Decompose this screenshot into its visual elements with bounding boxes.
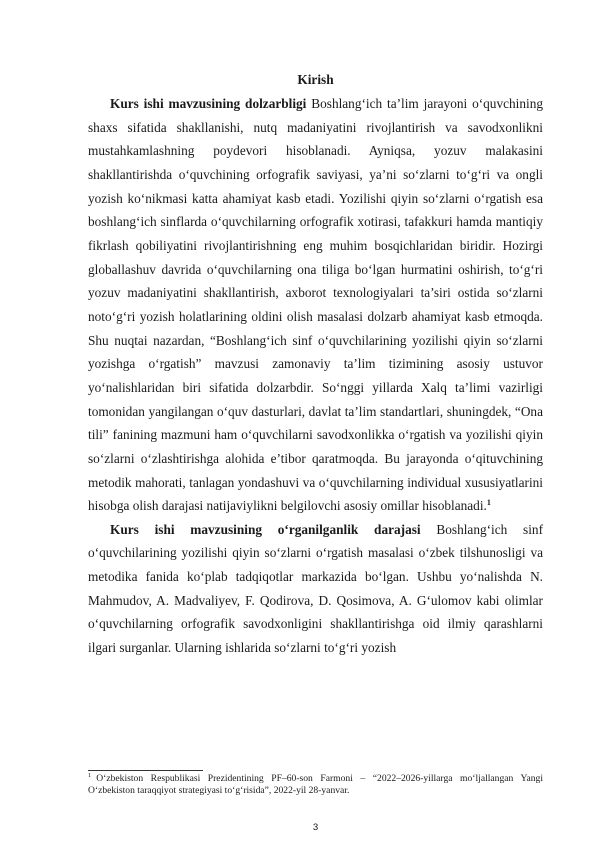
page-number: 3 xyxy=(312,822,319,833)
footnote xyxy=(88,773,543,796)
section-title: Kirish xyxy=(297,72,334,87)
paragraph-text: Boshlang‘ich sinf o‘quvchilarining yozilishi qiyin so‘zlarni o‘rgatish masalasi o‘zbek tilshunosligi va metodika fanida ko‘plab tadqiqotlar markazida bo‘lgan. Ushbu yo‘nalishda N. Mahmudov, A. Madvaliyev, F. Qodirova, D. Qosimova, A. G‘ulomov kabi olimlar o‘quvchilarning orfografik savodxonligini shakllantirishga oid ilmiy qarashlarni ilgari surganlar. Ularning ishlarida so‘zlarni to‘g‘ri yozish xyxy=(88,521,543,656)
footnote-number: 1 xyxy=(88,772,92,779)
paragraph-relevance xyxy=(88,92,543,518)
body-text xyxy=(88,92,543,660)
footnote-divider xyxy=(88,770,203,771)
paragraph-lead: Kurs ishi mavzusining o‘rganilganlik darajasi xyxy=(110,521,421,537)
paragraph-text: Boshlang‘ich ta’lim jarayoni o‘quvchining shaxs sifatida shakllanishi, nutq madaniyatini rivojlantirish va savodxonlikni mustahkamlashning poydevori hisoblanadi. Ayniqsa, yozuv malakasini shakllantirishda o‘quvchining orfografik saviyasi, ya’ni so‘zlarni to‘g‘ri va ongli yozish ko‘nikmasi katta ahamiyat kasb etadi. Yozilishi qiyin so‘zlarni o‘rgatish esa boshlang‘ich sinflarda o‘quvchilarning orfografik xotirasi, tafakkuri hamda mantiqiy fikrlash qobiliyatini rivojlantirishning eng muhim bosqichlaridan biridir. Hozirgi globallashuv davrida o‘quvchilarning ona tiliga bo‘lgan hurmatini oshirish, to‘g‘ri yozuv madaniyatini shakllantirish, axborot texnologiyalari ta’siri ostida so‘zlarni noto‘g‘ri yozish holatlarining oldini olish masalasi dolzarb ahamiyat kasb etmoqda. Shu nuqtai nazardan, “Boshlang‘ich sinf o‘quvchilarining yozilishi qiyin so‘zlarni yozishga o‘rgatish” mavzusi zamonaviy ta’lim tizimining asosiy ustuvor yo‘nalishlaridan biri sifatida dolzarbdir. So‘nggi yillarda Xalq ta’limi vazirligi tomonidan yangilangan o‘quv dasturlari, davlat ta’lim standartlari, shuningdek, “Ona tili” fanining mazmuni ham o‘quvchilarni savodxonlikka o‘rgatish va yozilishi qiyin so‘zlarni o‘zlashtirishga alohida e’tibor qaratmoqda. Bu jarayonda o‘qituvchining metodik mahorati, tanlagan yondashuvi va o‘quvchilarning individual xususiyatlarini hisobga olish darajasi natijaviylikni belgilovchi asosiy omillar hisoblanadi. xyxy=(88,96,543,514)
footnote-reference[interactable]: 1 xyxy=(486,498,491,508)
paragraph-lead: Kurs ishi mavzusining dolzarbligi xyxy=(110,96,307,111)
paragraph-study-level xyxy=(88,518,543,660)
footnote-text: O‘zbekiston Respublikasi Prezidentining PF–60-son Farmoni – “2022–2026-yillarga mo‘ljallangan Yangi O‘zbekiston taraqqiyot strategiyasi to‘g‘risida”, 2022-yil 28-yanvar. xyxy=(88,773,543,796)
document-page xyxy=(88,0,543,842)
